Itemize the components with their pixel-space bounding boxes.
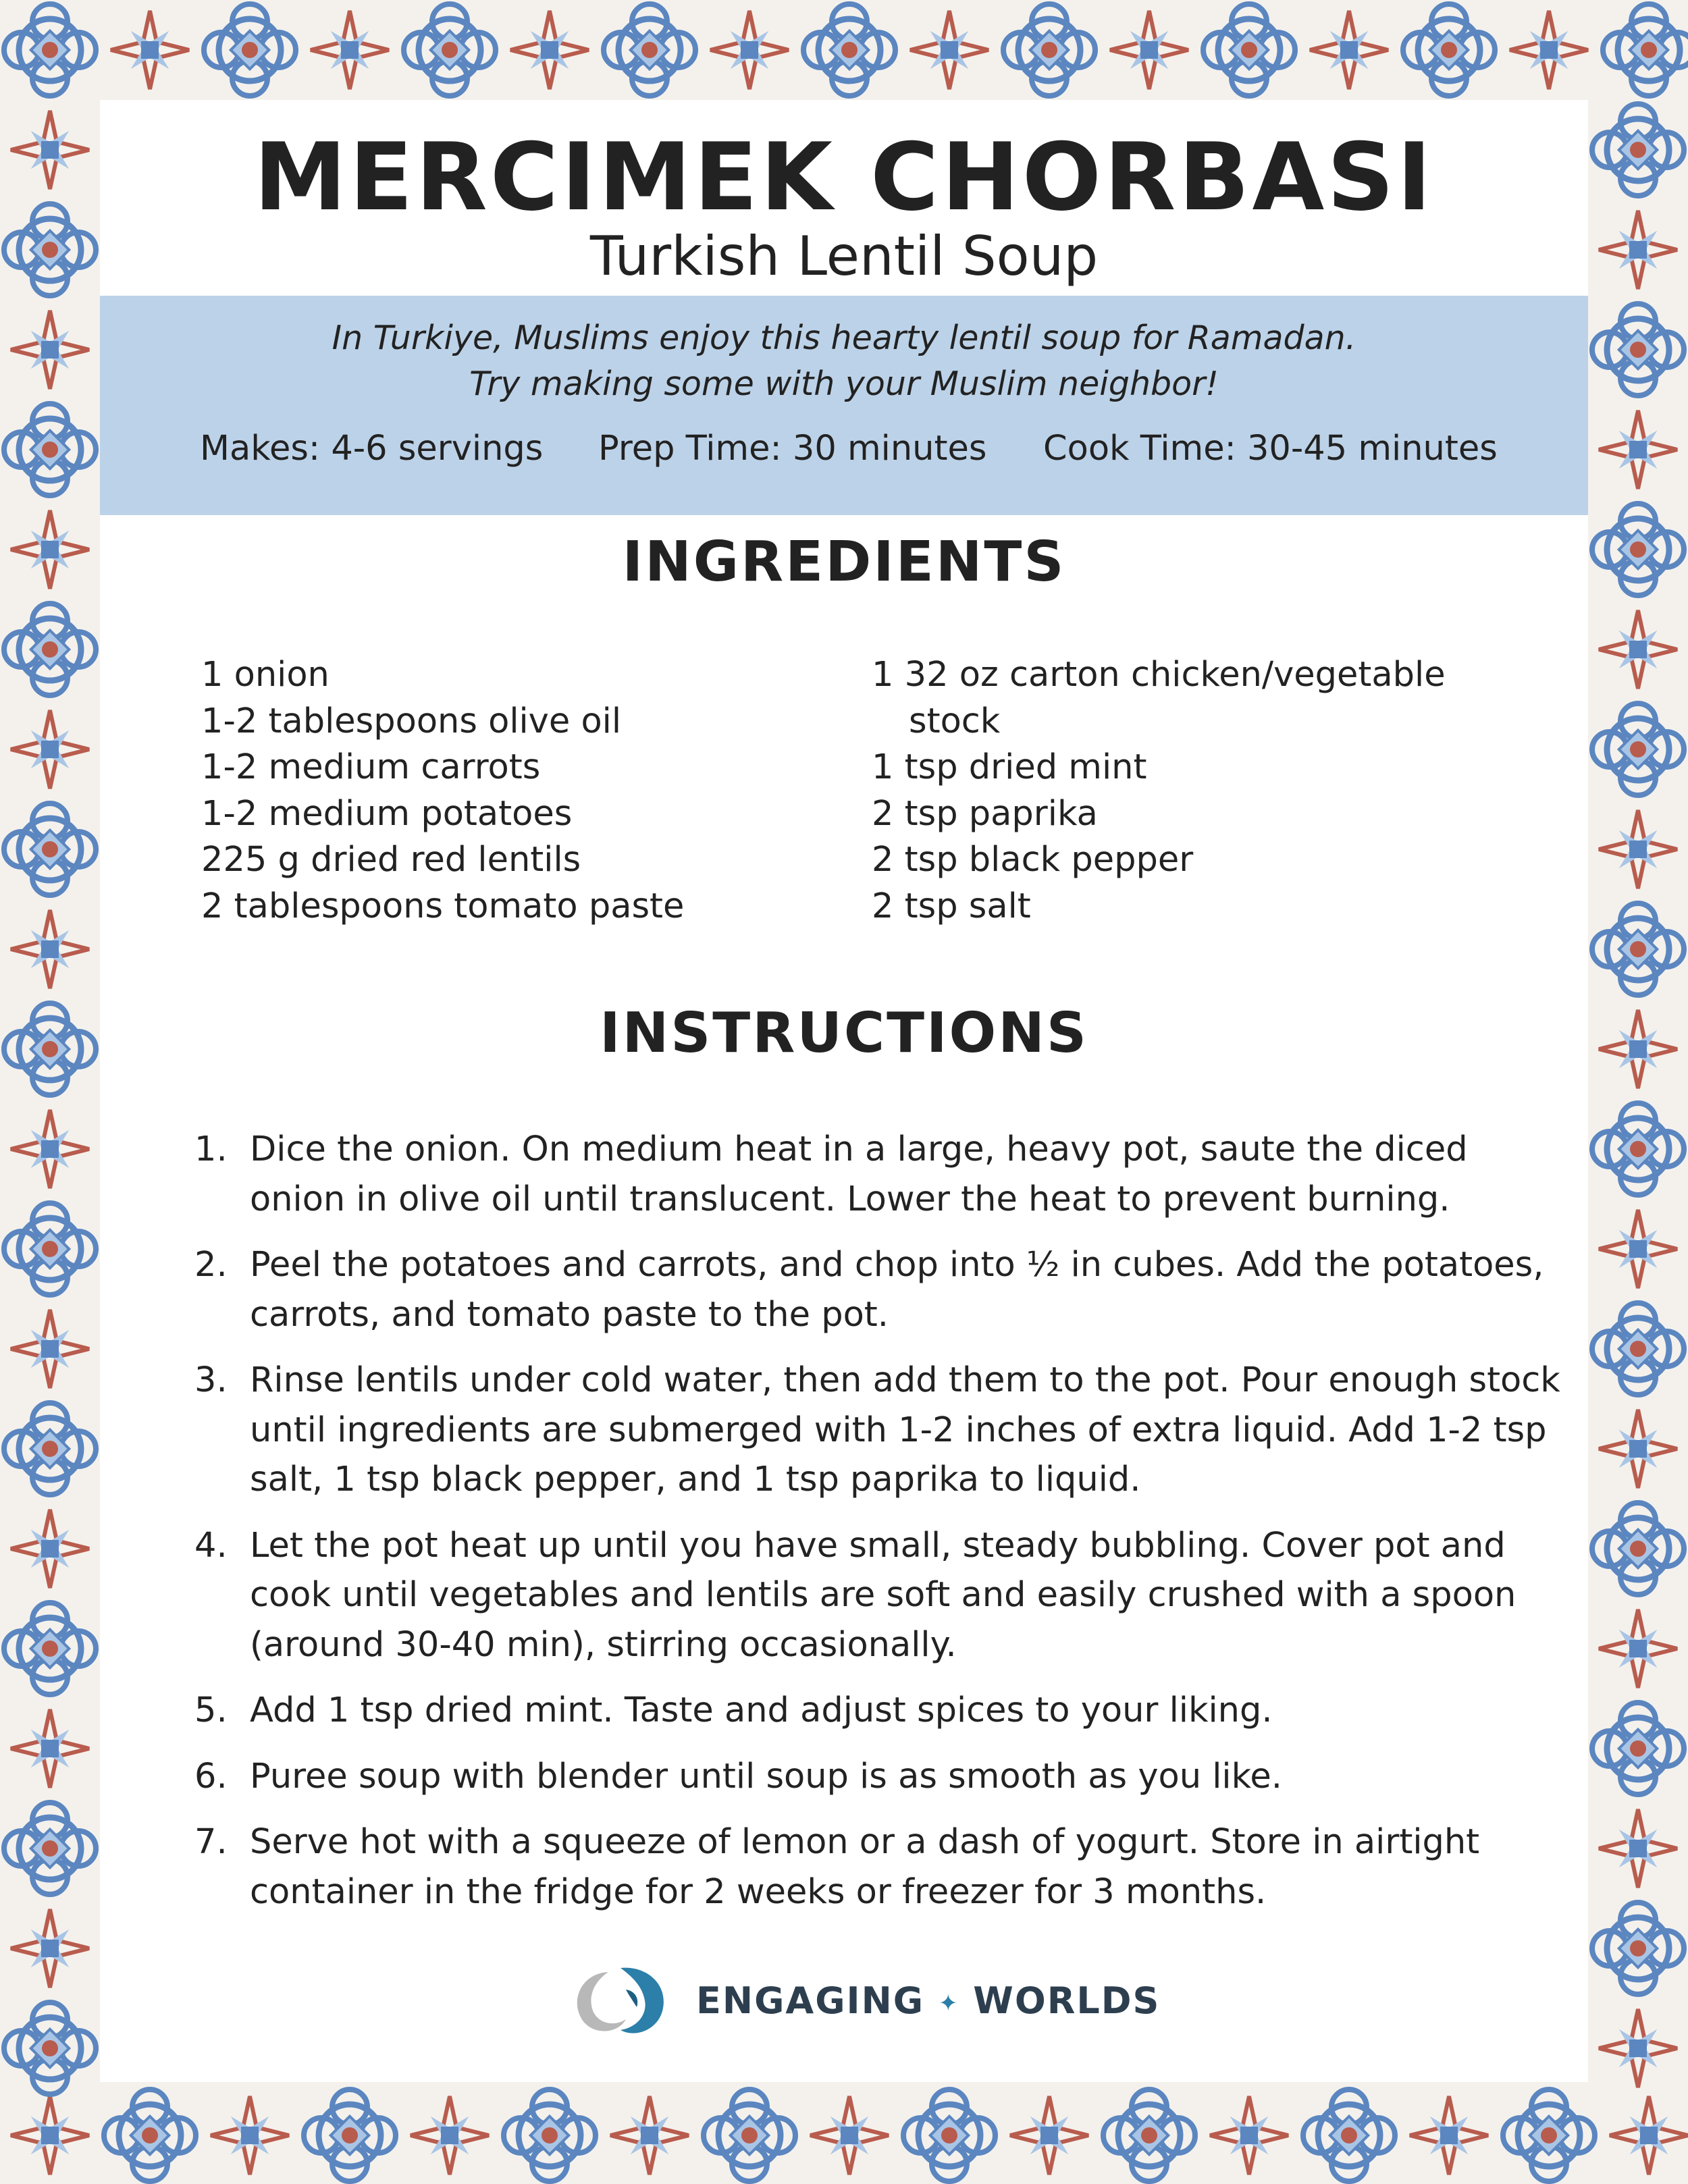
instruction-step <box>194 1356 1565 1505</box>
step-number: 4. <box>194 1525 228 1566</box>
tile-rosette-ornament <box>1592 1503 1684 1595</box>
tile-rosette-ornament <box>1592 1103 1684 1195</box>
ingredient-item: 2 tsp salt <box>872 886 1031 926</box>
step-number: 6. <box>194 1756 228 1796</box>
tile-star-ornament <box>810 2096 889 2175</box>
tile-star-ornament <box>11 910 89 988</box>
tile-rosette-ornament <box>4 4 96 96</box>
instruction-step <box>194 1752 1565 1802</box>
ingredient-item-continued: stock <box>909 701 1001 741</box>
ingredient-item: 2 tsp black pepper <box>872 840 1194 880</box>
step-text: Dice the onion. On medium heat in a large, heavy pot, saute the diced onion in olive oil until translucent. Lower the heat to prevent burning. <box>250 1129 1468 1219</box>
intro-band <box>100 296 1588 515</box>
instruction-step <box>194 1686 1565 1736</box>
tile-star-ornament <box>1310 11 1388 89</box>
tile-star-ornament <box>11 1110 89 1188</box>
tile-rosette-ornament <box>704 2089 795 2181</box>
tile-star-ornament <box>1599 1210 1677 1288</box>
tile-star-ornament <box>1610 2096 1688 2175</box>
intro-line-1: In Turkiye, Muslims enjoy this hearty lentil soup for Ramadan. <box>332 319 1356 357</box>
tile-rosette-ornament <box>1503 2089 1595 2181</box>
tile-star-ornament <box>1599 410 1677 489</box>
tile-star-ornament <box>1599 1010 1677 1088</box>
ingredients-list-right <box>872 652 1547 930</box>
cook-time-stat: Cook Time: 30-45 minutes <box>1043 429 1498 469</box>
step-number: 7. <box>194 1822 228 1862</box>
tile-rosette-ornament <box>4 1803 96 1894</box>
tile-rosette-ornament <box>1592 703 1684 795</box>
ingredient-item: 1-2 medium potatoes <box>201 793 573 834</box>
recipe-title: MERCIMEK CHORBASI <box>253 123 1435 232</box>
tile-star-ornament <box>11 1909 89 1988</box>
logo-star-icon: ✦ <box>938 1990 959 2017</box>
tile-rosette-ornament <box>4 1203 96 1295</box>
step-text: Peel the potatoes and carrots, and chop into ½ in cubes. Add the potatoes, carrots, and tomato paste to the pot. <box>250 1245 1544 1335</box>
tile-rosette-ornament <box>803 4 895 96</box>
ingredient-item: 1 tsp dried mint <box>872 747 1147 788</box>
step-text: Rinse lentils under cold water, then add them to the pot. Pour enough stock until ingredients are submerged with 1-2 inches of extra liquid. Add 1-2 tsp salt, 1 tsp black pepper, and 1 tsp paprika to liquid. <box>250 1360 1560 1499</box>
tile-star-ornament <box>710 11 789 89</box>
tile-star-ornament <box>11 1310 89 1388</box>
tile-star-ornament <box>610 2096 689 2175</box>
tile-rosette-ornament <box>604 4 695 96</box>
tile-star-ornament <box>311 11 389 89</box>
tile-rosette-ornament <box>204 4 296 96</box>
step-number: 1. <box>194 1129 228 1169</box>
tile-rosette-ornament <box>1592 304 1684 396</box>
step-text: Add 1 tsp dried mint. Taste and adjust spices to your liking. <box>250 1690 1273 1730</box>
recipe-subtitle: Turkish Lentil Soup <box>589 225 1099 288</box>
tile-rosette-ornament <box>1203 4 1295 96</box>
tile-star-ornament <box>211 2096 289 2175</box>
tile-star-ornament <box>1599 1609 1677 1688</box>
tile-star-ornament <box>11 1510 89 1588</box>
ingredient-item: 1-2 tablespoons olive oil <box>201 701 621 741</box>
tile-star-ornament <box>11 1709 89 1788</box>
tile-rosette-ornament <box>4 604 96 695</box>
ingredient-item: 2 tablespoons tomato paste <box>201 886 685 926</box>
ingredient-item: 1-2 medium carrots <box>201 747 541 788</box>
tile-rosette-ornament <box>1592 104 1684 196</box>
tile-star-ornament <box>111 11 189 89</box>
tile-star-ornament <box>1110 11 1188 89</box>
tile-star-ornament <box>1599 610 1677 689</box>
engaging-worlds-logo <box>561 1960 1161 2041</box>
tile-rosette-ornament <box>903 2089 995 2181</box>
step-text: Serve hot with a squeeze of lemon or a dash of yogurt. Store in airtight container in the fridge for 2 weeks or freezer for 3 months. <box>250 1822 1480 1912</box>
tile-rosette-ornament <box>504 2089 596 2181</box>
ingredient-item: 1 32 oz carton chicken/vegetable <box>872 655 1446 695</box>
tile-star-ornament <box>1599 810 1677 888</box>
ingredient-item: 1 onion <box>201 655 329 695</box>
tile-star-ornament <box>1210 2096 1288 2175</box>
step-text: Let the pot heat up until you have small, steady bubbling. Cover pot and cook until vegetables and lentils are soft and easily crushed with a spoon (around 30-40 min), stirring occasionally. <box>250 1525 1516 1665</box>
logo-word-engaging: ENGAGING <box>696 1979 925 2022</box>
step-number: 2. <box>194 1245 228 1285</box>
tile-rosette-ornament <box>1592 903 1684 995</box>
tile-rosette-ornament <box>304 2089 396 2181</box>
tile-rosette-ornament <box>1003 4 1095 96</box>
tile-rosette-ornament <box>1592 1902 1684 1994</box>
tile-star-ornament <box>1410 2096 1488 2175</box>
tile-star-ornament <box>1010 2096 1088 2175</box>
tile-star-ornament <box>1599 2009 1677 2087</box>
step-number: 3. <box>194 1360 228 1400</box>
tile-rosette-ornament <box>1403 4 1495 96</box>
tile-rosette-ornament <box>1603 4 1688 96</box>
ingredients-heading: INGREDIENTS <box>622 530 1066 594</box>
tile-star-ornament <box>910 11 988 89</box>
tile-rosette-ornament <box>1103 2089 1195 2181</box>
tile-rosette-ornament <box>1592 504 1684 595</box>
tile-star-ornament <box>1510 11 1588 89</box>
tile-rosette-ornament <box>4 1403 96 1495</box>
recipe-card <box>100 100 1588 2082</box>
tile-star-ornament <box>11 710 89 789</box>
tile-star-ornament <box>411 2096 489 2175</box>
instruction-step <box>194 1817 1565 1917</box>
instructions-list <box>194 1125 1565 1933</box>
tile-star-ornament <box>510 11 589 89</box>
tile-star-ornament <box>1599 1809 1677 1888</box>
tile-rosette-ornament <box>4 1603 96 1695</box>
tile-rosette-ornament <box>104 2089 196 2181</box>
intro-line-2: Try making some with your Muslim neighbor! <box>469 365 1219 403</box>
tile-star-ornament <box>11 2096 89 2175</box>
tile-rosette-ornament <box>4 404 96 496</box>
instruction-step <box>194 1521 1565 1670</box>
tile-star-ornament <box>11 111 89 189</box>
servings-stat: Makes: 4-6 servings <box>200 429 544 469</box>
step-text: Puree soup with blender until soup is as smooth as you like. <box>250 1756 1282 1796</box>
ingredients-list-left <box>201 652 809 930</box>
tile-rosette-ornament <box>4 204 96 296</box>
instruction-step <box>194 1240 1565 1339</box>
ingredient-item: 2 tsp paprika <box>872 793 1098 834</box>
logo-word-worlds: WORLDS <box>973 1979 1161 2022</box>
tile-rosette-ornament <box>4 803 96 895</box>
logo-wordmark <box>696 1979 1160 2025</box>
logo-mark-icon <box>561 1960 683 2041</box>
step-number: 5. <box>194 1690 228 1730</box>
ingredient-item: 225 g dried red lentils <box>201 840 581 880</box>
tile-rosette-ornament <box>1303 2089 1395 2181</box>
tile-star-ornament <box>11 311 89 389</box>
instructions-heading: INSTRUCTIONS <box>600 1001 1088 1065</box>
instruction-step <box>194 1125 1565 1224</box>
tile-rosette-ornament <box>1592 1303 1684 1395</box>
tile-rosette-ornament <box>404 4 496 96</box>
tile-star-ornament <box>1599 211 1677 289</box>
prep-time-stat: Prep Time: 30 minutes <box>598 429 987 469</box>
tile-rosette-ornament <box>4 2002 96 2094</box>
tile-star-ornament <box>1599 1410 1677 1488</box>
tile-star-ornament <box>11 510 89 589</box>
tile-rosette-ornament <box>4 1003 96 1095</box>
tile-rosette-ornament <box>1592 1703 1684 1794</box>
